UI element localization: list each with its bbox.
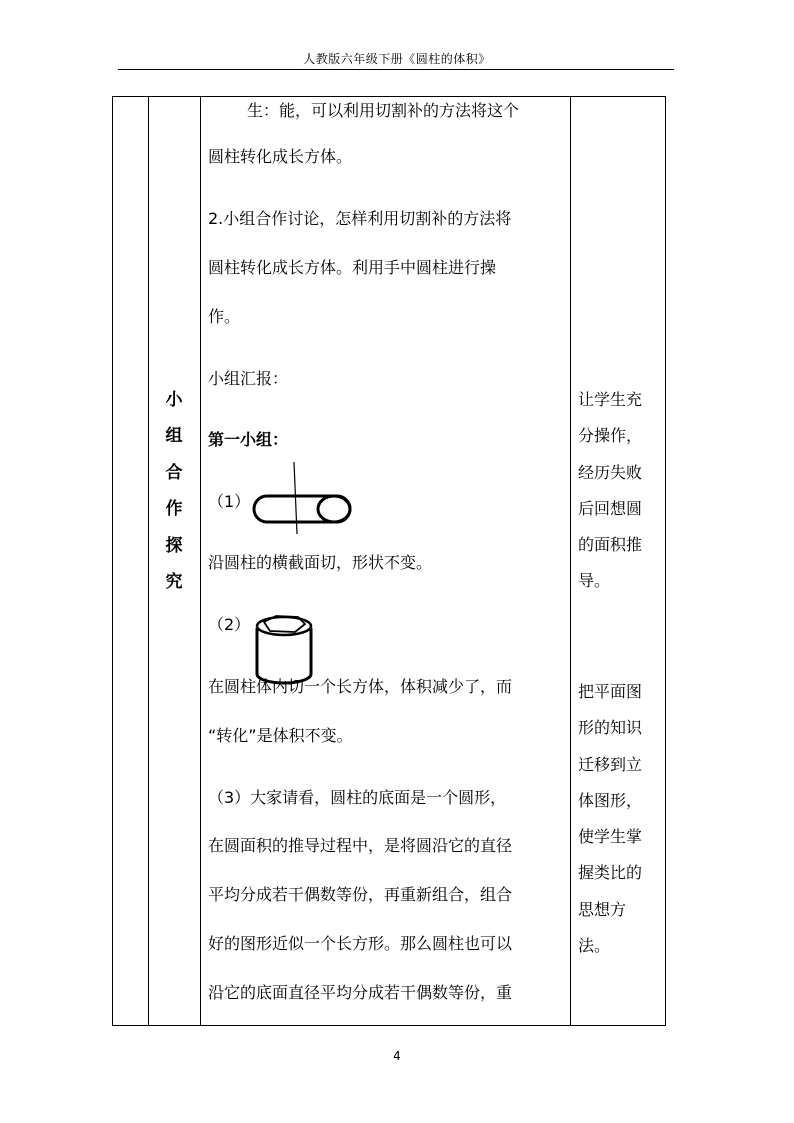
stage-char: 小 — [165, 390, 183, 410]
content-line: 作。 — [208, 307, 241, 326]
content-line: 生：能，可以利用切割补的方法将这个 — [247, 101, 520, 120]
note-line: 经历失败 — [578, 462, 643, 482]
note-line: 分操作， — [578, 426, 643, 446]
column-divider — [570, 97, 571, 1025]
content-line: （3）大家请看，圆柱的底面是一个圆形， — [208, 788, 507, 807]
content-line: 沿圆柱的横截面切，形状不变。 — [208, 553, 433, 572]
note-line: 思想方 — [578, 899, 627, 919]
note-line: 法。 — [578, 936, 611, 956]
stage-char: 作 — [165, 499, 183, 520]
column-divider — [148, 97, 149, 1025]
content-line: 好的图形近似一个长方形。那么圆柱也可以 — [208, 934, 513, 953]
content-line: （1） — [208, 492, 251, 511]
header-title: 人教版六年级下册《圆柱的体积》 — [303, 52, 491, 66]
content-line: 2.小组合作讨论，怎样利用切割补的方法将 — [208, 209, 512, 228]
note-line: 形的知识 — [578, 718, 643, 738]
cylinder-cross-section-figure — [248, 462, 358, 538]
header-rule — [118, 69, 674, 70]
cylinder-inscribed-prism-figure — [250, 608, 316, 698]
page-number: 4 — [393, 1049, 401, 1063]
content-line: 圆柱转化成长方体。 — [208, 147, 353, 166]
stage-char: 探 — [165, 535, 183, 556]
note-line: 导。 — [578, 571, 611, 591]
stage-label — [160, 382, 188, 600]
note-line: 体图形， — [578, 790, 643, 810]
stage-char: 究 — [165, 572, 183, 593]
stage-char: 组 — [165, 426, 183, 447]
content-line: 沿它的底面直径平均分成若干偶数等份，重 — [208, 983, 513, 1002]
note-line: 后回想圆 — [578, 498, 643, 518]
content-line: “转化”是体积不变。 — [208, 726, 353, 745]
note-line: 把平面图 — [578, 682, 643, 701]
content-line: 在圆柱体内切一个长方体，体积减少了，而 — [208, 677, 513, 696]
stage-char: 合 — [165, 462, 183, 483]
content-line: （2） — [208, 615, 251, 634]
column-divider — [200, 97, 201, 1025]
notes-block-2 — [578, 674, 662, 964]
note-line: 迁移到立 — [578, 754, 643, 774]
content-line: 圆柱转化成长方体。利用手中圆柱进行操 — [208, 258, 497, 277]
note-line: 使学生掌 — [578, 827, 643, 847]
content-line: 平均分成若干偶数等份，再重新组合，组合 — [208, 885, 513, 904]
note-line: 让学生充 — [578, 390, 643, 409]
notes-block-1 — [578, 382, 662, 600]
group-heading: 第一小组： — [208, 430, 289, 449]
note-line: 握类比的 — [578, 863, 643, 883]
content-line: 在圆面积的推导过程中，是将圆沿它的直径 — [208, 836, 513, 855]
content-line: 小组汇报： — [208, 369, 289, 388]
note-line: 的面积推 — [578, 535, 643, 555]
